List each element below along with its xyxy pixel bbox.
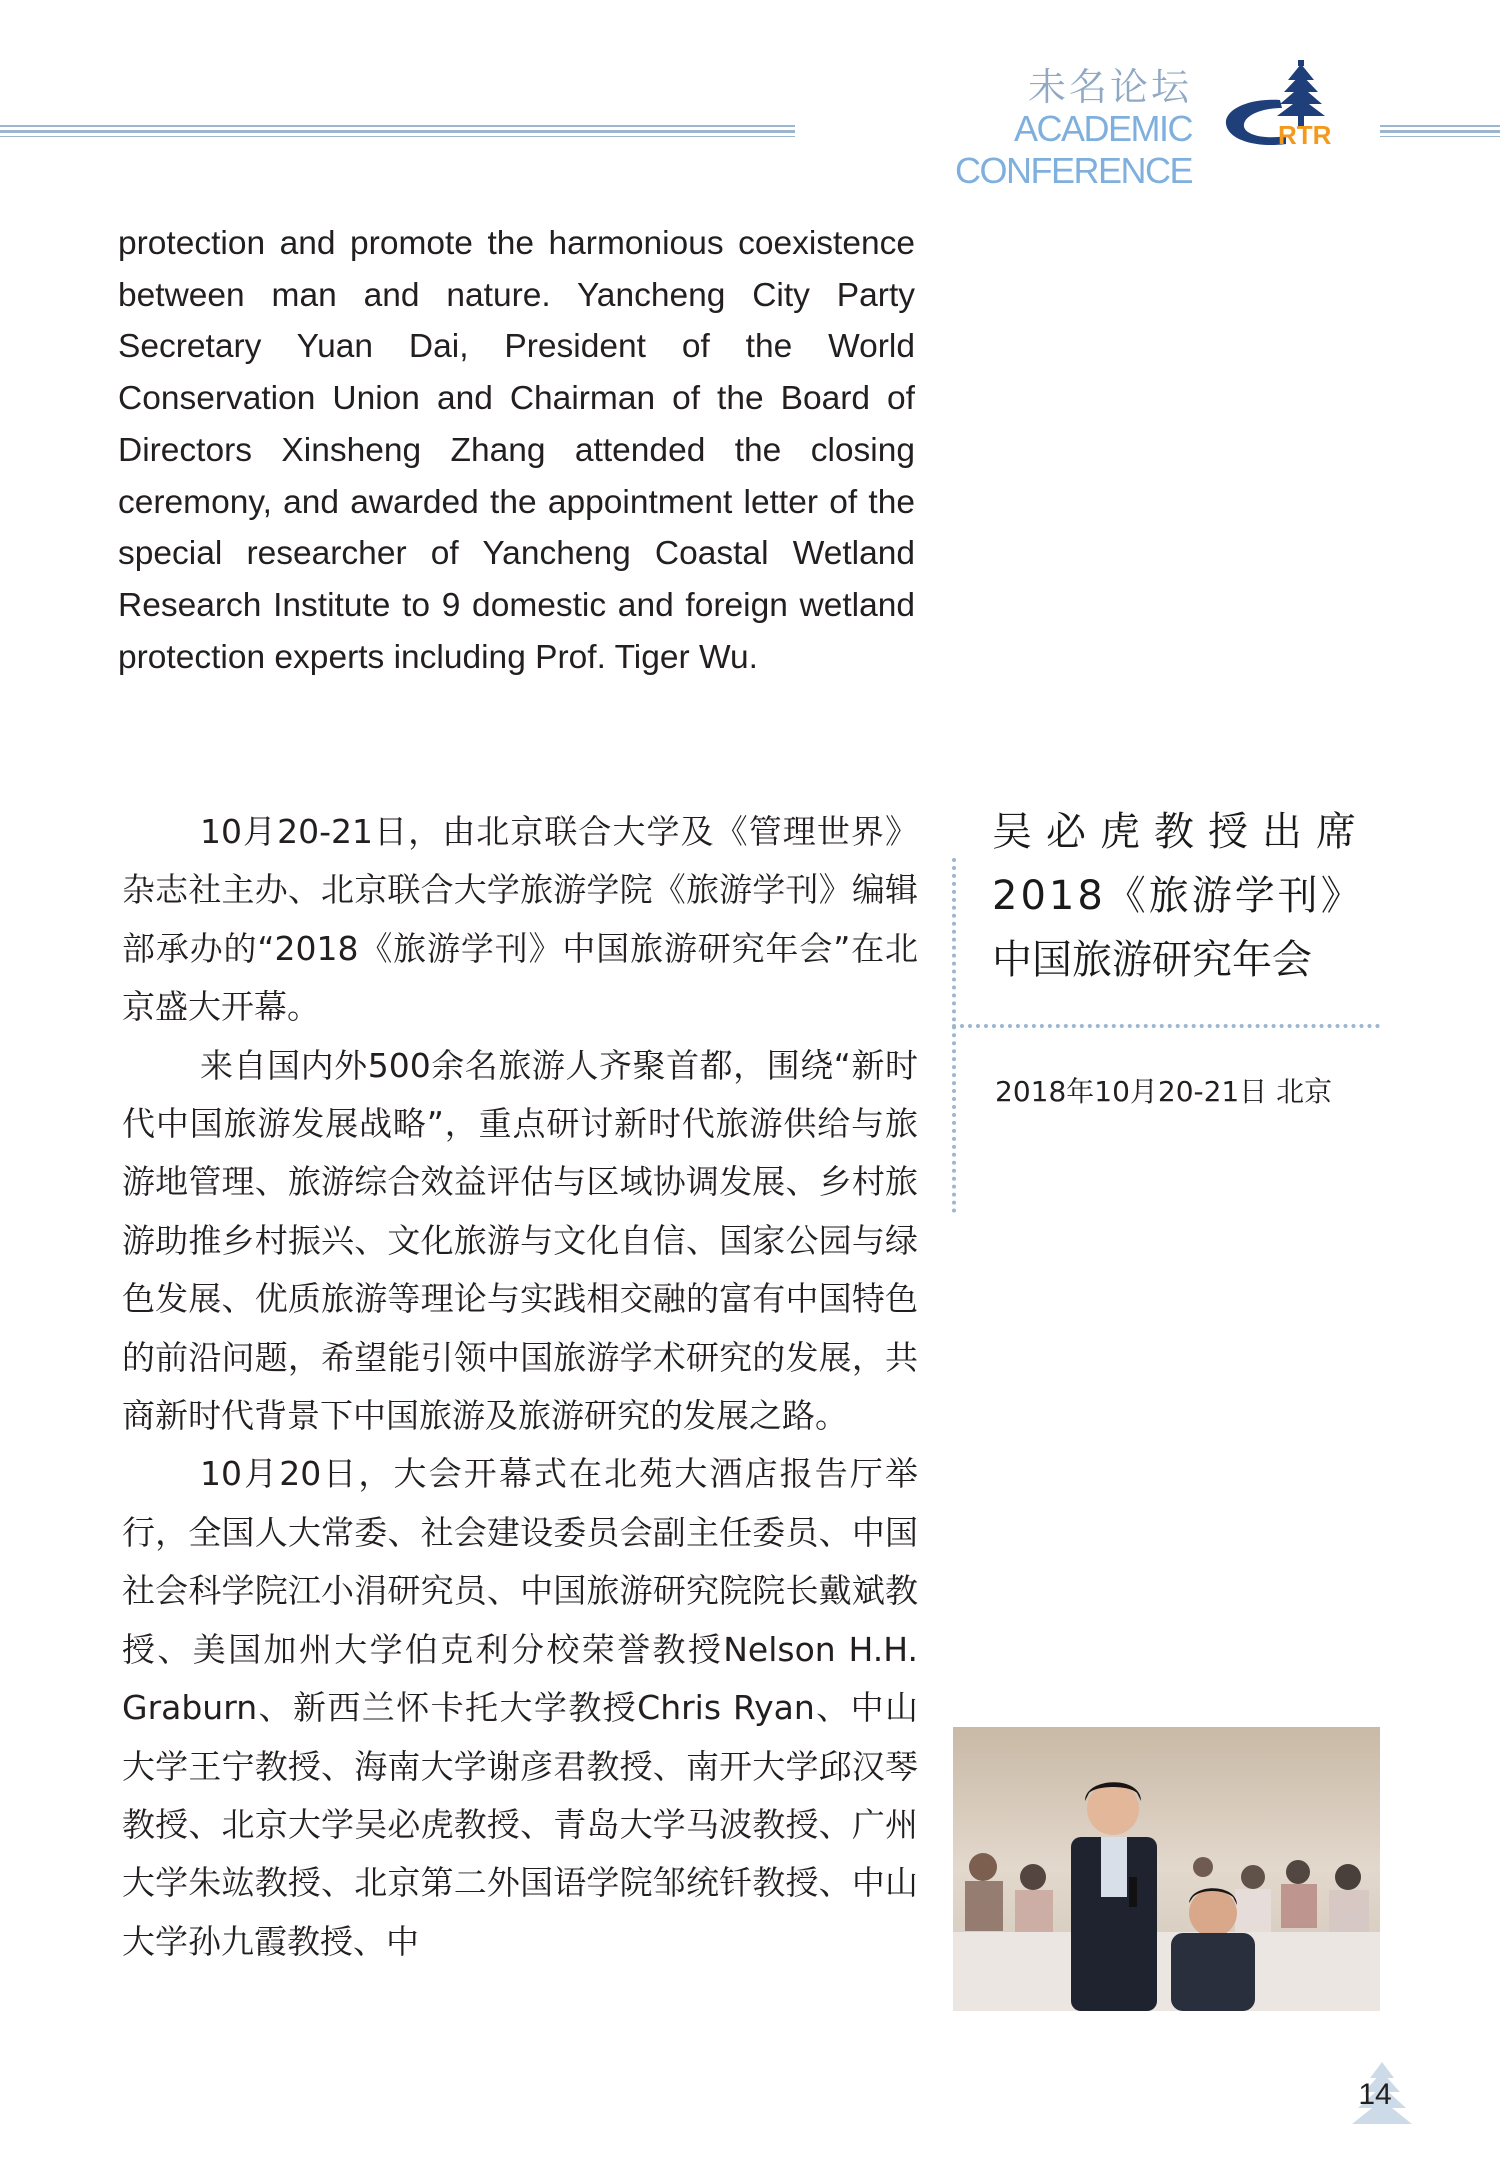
- article-title-line1: 吴必虎教授出席: [992, 809, 1370, 855]
- forum-subtitle: ACADEMIC CONFERENCE: [954, 108, 1192, 191]
- page-number: 14: [1358, 2078, 1392, 2111]
- rtr-logo: [1222, 58, 1352, 150]
- header-rule-left: [0, 125, 795, 137]
- dotted-divider-vertical: [952, 858, 956, 1213]
- dotted-divider-horizontal: [952, 1024, 1380, 1028]
- body-paragraph: 10月20日，大会开幕式在北苑大酒店报告厅举行，全国人大常委、社会建设委员会副主任委员、中国社会科学院江小涓研究员、中国旅游研究院院长戴斌教授、美国加州大学伯克利分校荣誉教授Nelson H.H. Graburn、新西兰怀卡托大学教授Chris Ryan、中山大学王宁教授、海南大学谢彦君教授、南开大学邱汉琴教授、北京大学吴必虎教授、青岛大学马波教授、广州大学朱竑教授、北京第二外国语学院邹统钎教授、中山大学孙九霞教授、中: [122, 1454, 918, 1961]
- body-paragraph: 10月20-21日，由北京联合大学及《管理世界》杂志社主办、北京联合大学旅游学院《旅游学刊》编辑部承办的“2018《旅游学刊》中国旅游研究年会”在北京盛大开幕。: [122, 812, 918, 1027]
- event-date-location: 2018年10月20-21日 北京: [995, 1075, 1333, 1108]
- header-rule-right: [1380, 125, 1500, 137]
- article-title-line3: 中国旅游研究年会: [992, 937, 1312, 983]
- tree-icon: [1277, 60, 1325, 126]
- forum-title: 未名论坛: [1027, 65, 1192, 109]
- logo-text: RTR: [1278, 120, 1332, 150]
- article-title: [992, 800, 1382, 992]
- article-title-line2: 2018《旅游学刊》: [992, 873, 1364, 919]
- article-body: [122, 803, 918, 1971]
- english-paragraph: protection and promote the harmonious coexistence between man and nature. Yancheng City Party Secretary Yuan Dai, President of the World Conservation Union and Chairman of the Board of Directors Xinsheng Zhang attended the closing ceremony, and awarded the appointment letter of the special researcher of Yancheng Coastal Wetland Research Institute to 9 domestic and foreign wetland protection experts including Prof. Tiger Wu.: [118, 225, 915, 676]
- body-paragraph: 来自国内外500余名旅游人齐聚首都，围绕“新时代中国旅游发展战略”，重点研讨新时代旅游供给与旅游地管理、旅游综合效益评估与区域协调发展、乡村旅游助推乡村振兴、文化旅游与文化自信、国家公园与绿色发展、优质旅游等理论与实践相交融的富有中国特色的前沿问题，希望能引领中国旅游学术研究的发展，共商新时代背景下中国旅游及旅游研究的发展之路。: [122, 1045, 918, 1436]
- logo-swoosh: [1226, 100, 1286, 145]
- conference-photo: [953, 1727, 1380, 2011]
